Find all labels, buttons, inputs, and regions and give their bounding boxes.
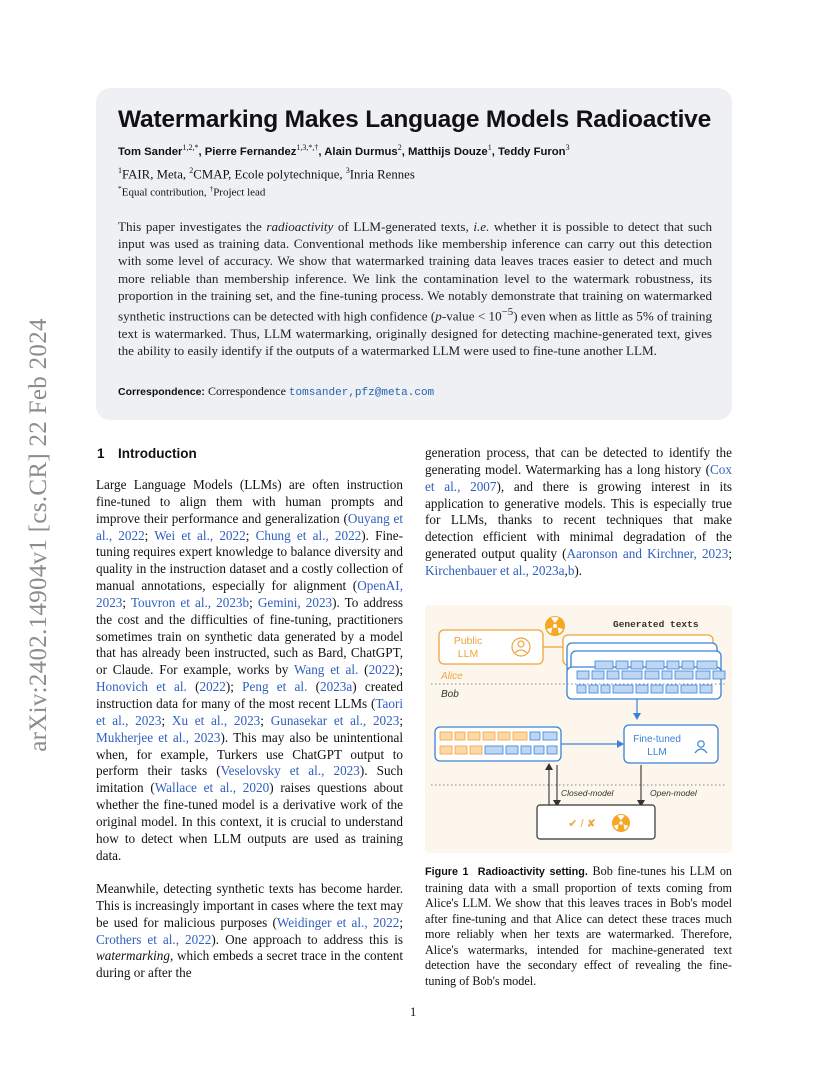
token-block [675,671,693,679]
token-block [631,661,643,669]
caption-title: Radioactivity setting. [477,866,588,878]
body-text: ). One approach to address this is [211,931,403,947]
author-name: Teddy Furon [498,145,566,158]
token-block [506,746,518,754]
body-text: ; [399,712,403,728]
arrow-train-head [617,740,624,748]
citation-link[interactable]: 2022 [199,679,226,695]
citation-link[interactable]: Kirchenbauer et al., 2023a [425,562,565,578]
body-text: ; [245,527,256,543]
affiliation-name: FAIR, Meta, [122,167,190,182]
left-column-paragraph-1 [96,477,403,864]
figure-caption [425,864,732,989]
token-block [595,661,613,669]
body-text: ; [161,712,172,728]
citation-link[interactable]: Honovich et al. [96,679,187,695]
body-text: ; [249,594,258,610]
citation-link[interactable]: Veselovsky et al., 2023 [220,763,360,779]
author-affiliation-marker: 3 [565,143,570,152]
generated-texts-label: Generated texts [613,619,699,630]
token-block [662,671,672,679]
citation-link[interactable]: Xu et al., 2023 [171,712,261,728]
affiliation-name: CMAP, Ecole polytechnique, [193,167,346,182]
correspondence-label: Correspondence: [118,386,205,398]
affiliations [118,166,415,182]
token-block [607,671,619,679]
token-block [697,661,717,669]
section-number: 1 [97,446,105,461]
citation-link[interactable]: Chung et al., 2022 [255,527,362,543]
token-block [592,671,604,679]
token-block [696,671,710,679]
body-text: ( [358,662,369,678]
author-affiliation-marker: 1,3,*,† [296,143,319,152]
contribution-text: Project lead [213,186,266,199]
author-name: Pierre Fernandez [204,145,297,158]
alice-label: Alice [441,671,463,682]
token-block [682,661,694,669]
abstract-text: ) even when as little as 5% of training text is watermarked. Thus, LLM watermarking, originally designed for detecting machine-generated text, gives the ability to easily identify if the outputs of a watermarked LLM were used to fine-tune another LLM. [118,308,712,358]
page-number: 1 [410,1005,417,1019]
citation-link[interactable]: b [567,562,575,578]
author-name: Tom Sander [118,145,183,158]
token-block [547,746,557,754]
token-block [601,685,610,693]
left-column-paragraph-2 [96,881,403,982]
affiliation-marker: 3 [345,166,350,175]
radioactivity-diagram [425,605,732,853]
token-block [667,661,679,669]
body-text: ; [728,546,732,562]
body-text: ) raises questions about whether the fine-tuned model is a derivative work of the original model. In this context, it is crucial to understand how to detect when LLM outputs are used as training data. [96,780,403,863]
token-block [498,732,510,740]
right-column-paragraph-1 [425,445,732,580]
author-affiliation-marker: 1 [487,143,492,152]
token-block [577,685,586,693]
citation-link[interactable]: Mukherjee et al., 2023 [96,729,221,745]
fine-tuned-llm-line1: Fine-tuned [633,734,681,745]
token-block [534,746,544,754]
contribution-marker: * [118,184,122,193]
token-block [613,685,633,693]
token-block [577,671,589,679]
token-block [700,685,712,693]
abstract-text: p [435,308,442,324]
body-text: ). Such imitation ( [96,763,403,796]
caption-text: Bob fine-tunes his LLM on training data with a small proportion of texts coming from Alice's LLM. We show that this leaves traces in Bob's model after fine-tuning and that Alice can detect these traces much more reliably when her texts are watermarked. Therefore, Alice's watermarks, intended for machine-generated text detection have the secondary effect of revealing the fine-tuning of Bob's model. [425,864,733,988]
citation-link[interactable]: Wallace et al., 2020 [154,780,270,796]
body-text: ) created instruction data for many of the most recent LLMs ( [96,679,403,711]
citation-link[interactable]: Peng et al. [242,679,308,695]
body-text: , [564,562,568,578]
token-block [646,661,664,669]
abstract-text: -value < 10 [441,308,502,324]
token-block [645,671,659,679]
public-llm-label-line2: LLM [457,648,479,660]
radioactive-icon-small [612,814,630,832]
citation-link[interactable]: OpenAI, 2023 [96,578,403,610]
correspondence [118,384,434,399]
citation-link[interactable]: Ouyang et al., 2022 [96,510,403,543]
token-block [455,746,467,754]
citation-link[interactable]: Cox et al., 2007 [425,461,732,494]
body-text: ). Fine-tuning requires expert knowledge to balance diversity and quality in the instruction dataset and a costly collection of manual annotations, especially for alignment ( [96,527,403,594]
fine-tuned-llm-line2: LLM [647,747,667,758]
abstract-text: radioactivity [266,219,334,234]
caption-label: Figure 1 [425,866,469,878]
paper-header [96,88,732,420]
body-text: watermarking [96,948,170,964]
affiliation-name: Inria Rennes [349,167,415,182]
open-model-label: Open-model [650,788,697,798]
citation-link[interactable]: Taori et al., 2023 [96,695,403,728]
token-block [485,746,503,754]
contribution-marker: † [209,184,214,193]
token-block [651,685,663,693]
public-llm-label-line1: Public [453,635,483,647]
closed-model-label: Closed-model [561,788,614,798]
body-text: generation process, that can be detected to identify the generating model. Watermarking has a long history ( [425,445,732,477]
correspondence-email-link[interactable]: tomsander,pfz@meta.com [288,387,435,399]
citation-link[interactable]: Wei et al., 2022 [154,527,246,543]
detection-result: ✔ / ✘ [568,818,596,830]
citation-link[interactable]: Aaronson and Kirchner, 2023 [566,546,729,562]
body-text: ). This may also be unintentional when, for example, Turkers use ChatGPT output to perform their tasks ( [96,729,403,779]
body-text: ), and there is growing interest in its application to generative models. This is especially true for LLMs, thanks to recent techniques that make detection efficient with minimal degradation of the generated output quality ( [425,478,732,562]
body-text: ; [144,527,155,543]
correspondence-text: Correspondence [207,384,289,398]
token-block [589,685,598,693]
section-heading [97,446,197,461]
citation-link[interactable]: 2022 [368,662,395,678]
token-block [543,732,557,740]
citation-link[interactable]: Gunasekar et al., 2023 [270,712,400,728]
token-block [513,732,527,740]
author-affiliation-marker: 2 [397,143,402,152]
section-title: Introduction [118,446,197,461]
author-list: Tom Sander$^{1,2,*}$, Pierre Fernandez$^{1,3,*,\dagger}$, Alain Durmus$^2$, Matthijs Douze$^1$, Teddy Furon$^3$ [118,143,570,158]
abstract-text: This paper investigates the [118,219,267,234]
token-block [681,685,697,693]
abstract-text: whether it is possible to detect that such input was used as training data. Conventional methods like membership inference can carry out this detection with some level of accuracy. We show that watermarked training data leaves traces easier to detect and much more reliable than membership inference. We link the contamination level to the watermark robustness, its proportion in the training set, and the fine-tuning process. We notably demonstrate that training on watermarked synthetic instructions can be detected with high confidence ( [118,219,712,324]
token-block [468,732,480,740]
author-name: Matthijs Douze [408,145,488,158]
citation-link[interactable]: 2023a [320,679,353,695]
body-text: ). [574,562,583,578]
token-block [440,746,452,754]
token-block [616,661,628,669]
token-block [440,732,452,740]
token-block [636,685,648,693]
body-text: ); [394,662,403,678]
body-text: ; [122,594,131,610]
citation-link[interactable]: Weidinger et al., 2022 [276,914,400,930]
citation-link[interactable]: Wang et al. [293,662,359,678]
token-block [470,746,482,754]
arxiv-id: arXiv:2402.14904v1 [cs.CR] 22 Feb 2024 [25,318,52,752]
token-block [622,671,642,679]
bob-label: Bob [441,689,459,700]
body-text: ; [260,712,271,728]
token-block [530,732,540,740]
abstract-text: i.e. [473,219,490,234]
arrow-texts-down-head [633,713,641,720]
citation-link[interactable]: Touvron et al., 2023b [130,594,250,610]
abstract-text: −5 [501,306,514,319]
citation-link[interactable]: Gemini, 2023 [257,594,333,610]
body-text: ; [399,914,403,930]
affiliation-marker: 1 [118,166,122,175]
author-name: Alain Durmus [324,145,398,158]
token-block [455,732,465,740]
token-block [666,685,678,693]
contribution-notes [118,184,265,199]
abstract [118,218,712,359]
paper-title: Watermarking Makes Language Models Radioactive [118,106,712,133]
arxiv-sidebar [14,300,64,770]
body-text: ( [186,679,200,695]
affiliation-marker: 2 [189,166,194,175]
body-text: ); [225,679,243,695]
abstract-text: of LLM-generated texts, [333,219,474,234]
detection-box [537,805,655,839]
token-block [483,732,495,740]
figure-1 [425,605,732,853]
body-text: ( [307,679,321,695]
contribution-text: Equal contribution, [121,186,210,199]
body-text: , which embeds a secret trace in the content during or after the [96,948,403,981]
author-affiliation-marker: 1,2,* [182,143,199,152]
body-text: ). To address the cost and the difficulties of fine-tuning, practitioners sometimes train on synthetic data generated by a model that has already been instructed, such as Bard, ChatGPT, or Claude. For example, works by [96,594,403,678]
token-block [713,671,725,679]
body-text: Meanwhile, detecting synthetic texts has become harder. This is increasingly important in cases where the text may be used for malicious purposes ( [96,881,403,930]
body-text: Large Language Models (LLMs) are often instruction fine-tuned to align them with human prompts and improve their performance and generalization ( [96,477,403,526]
citation-link[interactable]: Crothers et al., 2022 [96,931,212,947]
token-block [521,746,531,754]
radioactive-icon [545,616,565,636]
